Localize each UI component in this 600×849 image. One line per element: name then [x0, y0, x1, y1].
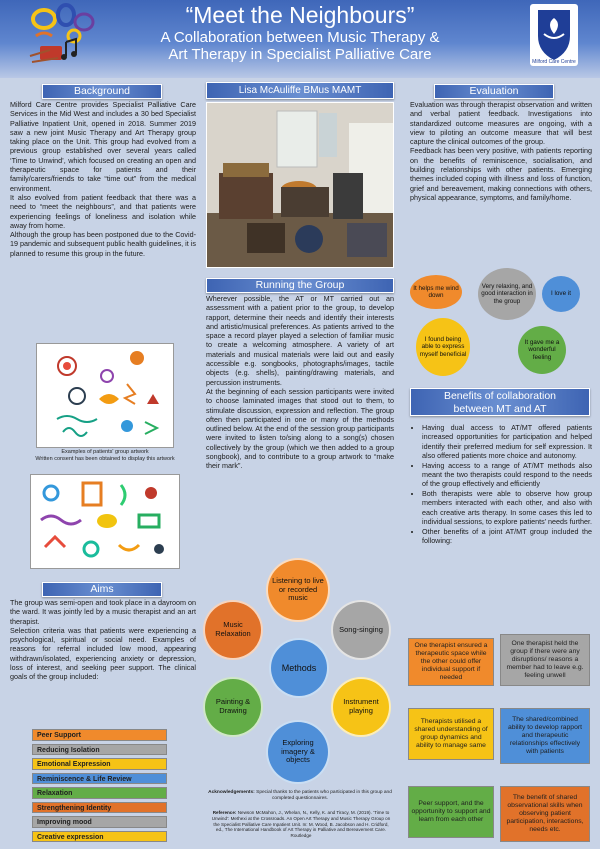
evaluation-paragraph: Evaluation was through therapist observation and written and verbal patient feedback. Investigations into standardized outcome measures are ongoing, with a view to piloting an outcome measure that will best capture the clinical outcomes of the group. [410, 100, 592, 147]
benefit-bullet: • Having access to a range of AT/MT methods also meant the two therapists could respond to the needs of the group effectively and efficiently [422, 461, 592, 489]
clinical-goal-chip: Reducing Isolation [32, 744, 167, 756]
background-paragraph: It also evolved from patient feedback that there was a need to “meet the neighbours”, and that patients were experiencing feelings of loneliness and isolation while away from home. [10, 192, 196, 230]
quote-bubble: It gave me a wonderful feeling [518, 326, 566, 374]
author-name: Lisa McAuliffe BMus MAMT [206, 82, 394, 99]
benefit-box: One therapist held the group if there were any disruptions/ reasons a member had to leave e.g. feeling unwell [500, 634, 590, 686]
milford-care-centre-logo [530, 4, 578, 66]
benefit-bullet: • Having dual access to AT/MT offered patients increased opportunities for participation and helped identify their preferred medium for self expression. It also offered patients more choice and autonomy. [422, 423, 592, 460]
quote-bubble: It helps me wind down [410, 275, 462, 309]
patient-artwork-image-2 [30, 474, 180, 569]
method-song-singing: Song-singing [331, 600, 391, 660]
benefits-heading [410, 388, 590, 416]
method-instrument-playing: Instrument playing [331, 677, 391, 737]
clinical-goal-chip: Emotional Expression [32, 758, 167, 770]
patient-artwork-image-1 [36, 343, 174, 448]
benefit-bullet: • Other benefits of a joint AT/MT group included the following: [422, 527, 592, 546]
logo-text: Milford Care Centre [532, 59, 576, 65]
benefit-box: Peer support, and the opportunity to support and learn from each other [408, 786, 494, 838]
method-exploring-imagery: Exploring imagery & objects [266, 720, 330, 784]
method-music-relaxation: Music Relaxation [203, 600, 263, 660]
artwork-caption: Examples of patients' group artwork [61, 449, 149, 455]
poster-subtitle-line2: Art Therapy in Specialist Palliative Care [168, 46, 432, 63]
quote-bubble: I love it [542, 276, 580, 312]
clinical-goal-chip: Strengthening Identity [32, 802, 167, 814]
evaluation-paragraph: Feedback has been very positive, with patients reporting on the benefits of reminiscence, socialisation, and building relationships with other patients. Emerging themes included coping with illness and loss of function, grief and bereavement, making connections with others, physical appearance, symptoms, and family/home. [410, 146, 592, 202]
dayroom-photo [206, 102, 394, 268]
poster-title: “Meet the Neighbours” [185, 2, 415, 28]
clinical-goal-chip: Reminiscence & Life Review [32, 773, 167, 785]
reference-label: Reference: [212, 810, 237, 815]
aims-paragraph: Selection criteria was that patients were experiencing a psychological, spiritual or social need. Examples of reasons for referral included low mood, appearing withdrawn/isolated, experiencing anxiety or depression, loss of interest, and seeking peer support. The clinical goals of the group included: [10, 625, 196, 682]
acknowledgements-label: Acknowledgements: [208, 790, 255, 795]
background-paragraph: Milford Care Centre provides Specialist Palliative Care Services in the Mid West and includes a 30 bed Specialist Palliative Inpatient Unit, opened in 2018. Summer 2019 saw a new joint Music Therapy and Art Therapy group taking place on the Unit. This group had evolved from a previous group established over several years called ‘Time to Unwind’, which focused on creating an open and therapeutic space for patients and their family/carers/friends to take “time out” from the medical environment. [10, 100, 196, 193]
evaluation-text [410, 100, 592, 202]
running-text [206, 294, 394, 471]
acknowledgements [206, 790, 394, 802]
benefits-text [412, 423, 592, 546]
clinical-goal-chip: Improving mood [32, 816, 167, 828]
quote-bubble: Very relaxing, and good interaction in the group [478, 268, 536, 320]
reference [210, 810, 392, 839]
clinical-goal-chip: Relaxation [32, 787, 167, 799]
method-listening: Listening to live or recorded music [266, 558, 330, 622]
running-paragraph: Wherever possible, the AT or MT carried out an assessment with a patient prior to the group, to develop rapport, determine their needs and identify their interests and artistic/musical preferences. As patients arrived to the space a record player played a selection of familiar music to create a welcoming atmosphere. A variety of art materials and musical materials were laid out and easily accessible e.g. songbooks, photographs/images, tactile objects (e.g. shells), painting/drawing materials, and percussion instruments. [206, 294, 394, 387]
quote-bubble: I found being able to express myself beneficial [416, 318, 470, 376]
benefits-heading-line1: Benefits of collaboration [443, 390, 557, 402]
benefit-box: The shared/combined ability to develop rapport and therapeutic relationships effectively with patients [500, 708, 590, 764]
benefit-box: The benefit of shared observational skills when observing patient participation, interactions, needs etc. [500, 786, 590, 842]
acknowledgements-text: Special thanks to the patients who participated in this group and completed questionnaires. [256, 790, 392, 801]
running-paragraph: At the beginning of each session participants were invited to choose laminated images that stood out to them, to stimulate discussion, expression and reflection. The group often then participated in one or many of the methods outlined below. At the end of the session group participants were invited to listen to/sing along to a song(s) chosen collectively by the group (which we then added to a group songbook), and to contribute to a group artwork to “make their mark”. [206, 386, 394, 471]
aims-heading: Aims [42, 582, 162, 597]
music-art-logo [22, 2, 104, 68]
artwork-consent-note: Written consent has been obtained to display this artwork [35, 456, 175, 462]
benefit-bullet: • Both therapists were able to observe how group members interacted with each other, and also with each creative arts therapy. In some cases this led to individual sessions, to explore patients’ needs further. [422, 489, 592, 526]
poster-subtitle-line1: A Collaboration between Music Therapy & [160, 29, 440, 46]
reference-text: Newson McMahon, J., Whelan, N., Kelly, K. and Tiracy, M. (2019). ‘Time to Unwind’: Methexi at the Crossroads. An Open Art Therapy and Music Therapy Group on the Specialist Palliative Care Inpatient Unit. In: M. Wood, B. Jacobson and H. Cridford, ed., The International Handbook of Art Therapy in Palliative and Bereavement Care. Routledge [211, 810, 391, 839]
method-painting-drawing: Painting & Drawing [203, 677, 263, 737]
clinical-goal-chip: Creative expression [32, 831, 167, 843]
background-heading: Background [42, 84, 162, 99]
aims-paragraph: The group was semi-open and took place in a dayroom on the ward. It was jointly led by a music therapist and an art therapist. [10, 598, 196, 626]
background-text [10, 100, 196, 258]
evaluation-heading: Evaluation [434, 84, 554, 99]
running-heading: Running the Group [206, 278, 394, 293]
benefit-box: Therapists utilised a shared understanding of group dynamics and ability to manage same [408, 708, 494, 760]
background-paragraph: Although the group has been postponed due to the Covid-19 pandemic and subsequent public health guidelines, it is planned to resume this group in the future. [10, 230, 196, 258]
benefits-heading-line2: between MT and AT [453, 403, 547, 415]
methods-center: Methods [269, 638, 329, 698]
clinical-goal-chip: Peer Support [32, 729, 167, 741]
aims-text [10, 598, 196, 682]
benefit-box: One therapist ensured a therapeutic space while the other could offer individual support if needed [408, 638, 494, 686]
